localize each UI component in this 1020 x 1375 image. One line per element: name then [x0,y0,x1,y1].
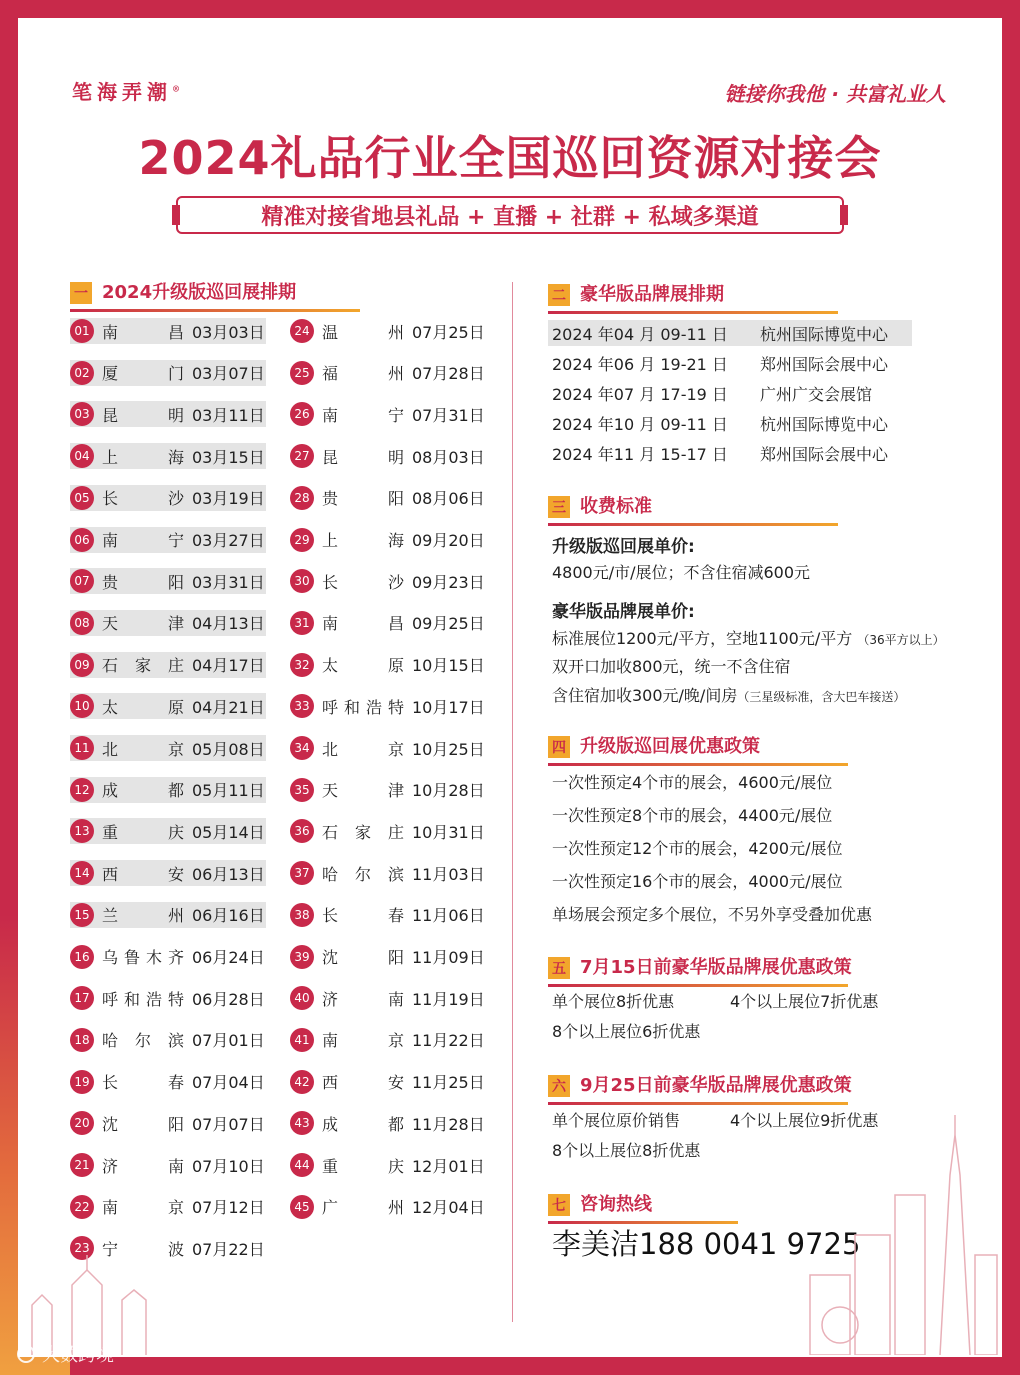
city-name: 温州 [322,322,404,342]
exhibition-date: 10月15日 [412,656,485,676]
exhibition-date: 03月07日 [192,364,265,384]
row-number-badge: 22 [70,1195,94,1219]
row-number-badge: 26 [290,402,314,426]
schedule-row [290,1069,486,1095]
city-name: 天津 [322,781,404,801]
city-name: 天津 [102,614,184,634]
row-number-badge: 09 [70,653,94,677]
schedule-row [70,527,266,553]
row-number-badge: 08 [70,611,94,635]
exhibition-date: 05月08日 [192,739,265,759]
city-name: 西安 [102,864,184,884]
city-name: 济南 [322,989,404,1009]
city-name: 厦门 [102,364,184,384]
discount-line-a: 单个展位原价销售 [552,1111,681,1130]
city-name: 乌鲁木齐 [102,948,184,967]
row-number-badge: 40 [290,986,314,1010]
discount-line-c: 8个以上展位6折优惠 [552,1022,701,1041]
city-name: 沈阳 [322,948,404,967]
section-5-header [548,953,852,982]
exhibition-date: 06月24日 [192,948,265,967]
exhibition-date: 07月04日 [192,1073,265,1093]
brand-schedule-row [548,320,912,346]
row-number-badge: 32 [290,653,314,677]
policy-line: 一次性预定4个市的展会，4600元/展位 [552,773,833,792]
fee-line-2: 标准展位1200元/平方，空地1100元/平方 （36平方以上） [552,629,945,648]
city-name: 成都 [322,1114,404,1134]
exhibition-date: 03月19日 [192,489,265,509]
city-name: 哈尔滨 [322,864,404,884]
city-name: 南京 [102,1198,184,1218]
schedule-row [70,777,266,803]
row-number-badge: 34 [290,736,314,760]
fee-line-4: 含住宿加收300元/晚/间房（三星级标准，含大巴车接送） [552,686,906,705]
row-number-badge: 29 [290,528,314,552]
city-name: 长春 [322,906,404,926]
section-underline [548,523,838,526]
city-name: 北京 [322,739,404,759]
exhibition-date: 08月03日 [412,447,485,467]
city-name: 长沙 [102,489,184,509]
section-title: 2024升级版巡回展排期 [102,282,297,303]
schedule-row [290,860,486,886]
section-number: 五 [548,957,570,979]
schedule-row [70,902,266,928]
city-name: 南京 [322,1031,404,1051]
row-number-badge: 44 [290,1153,314,1177]
row-number-badge: 31 [290,611,314,635]
slogan: 链接你我他 · 共富礼业人 [724,82,946,106]
row-number-badge: 45 [290,1195,314,1219]
city-name: 北京 [102,739,184,759]
city-name: 南昌 [102,322,184,342]
schedule-row [290,1194,486,1220]
row-number-badge: 17 [70,986,94,1010]
exhibition-date: 11月28日 [412,1114,485,1134]
schedule-row [290,568,486,594]
row-number-badge: 33 [290,694,314,718]
city-name: 呼和浩特 [102,989,184,1009]
city-name: 宁波 [102,1239,184,1259]
section-underline [548,984,848,987]
brand-schedule-row [548,410,912,436]
fee-line-1: 4800元/市/展位；不含住宿减600元 [552,563,811,582]
row-number-badge: 03 [70,402,94,426]
fee-heading-1: 升级版巡回展单价: [552,537,695,557]
row-number-badge: 21 [70,1153,94,1177]
city-name: 太原 [102,697,184,717]
section-underline [548,1102,848,1105]
section-title: 7月15日前豪华版品牌展优惠政策 [580,957,852,978]
section-underline [70,309,360,312]
schedule-row [290,985,486,1011]
city-name: 上海 [102,447,184,467]
discount-line-b: 4个以上展位9折优惠 [730,1111,879,1130]
exhibition-date: 03月27日 [192,531,265,550]
row-number-badge: 06 [70,528,94,552]
row-number-badge: 16 [70,945,94,969]
brand-venue: 郑州国际会展中心 [760,354,889,374]
schedule-row [70,401,266,427]
schedule-row [290,360,486,386]
section-underline [548,311,838,314]
exhibition-date: 06月13日 [192,864,265,884]
schedule-row [290,443,486,469]
section-2-header [548,280,724,309]
row-number-badge: 19 [70,1070,94,1094]
discount-line-c: 8个以上展位8折优惠 [552,1141,701,1160]
exhibition-date: 03月11日 [192,405,265,425]
city-name: 贵阳 [102,572,184,592]
exhibition-date: 12月01日 [412,1156,485,1176]
city-name: 昆明 [102,405,184,425]
exhibition-date: 07月12日 [192,1198,265,1218]
section-4-header [548,732,760,761]
row-number-badge: 12 [70,778,94,802]
city-name: 沈阳 [102,1114,184,1134]
row-number-badge: 02 [70,361,94,385]
exhibition-date: 04月17日 [192,656,265,676]
city-name: 长春 [102,1073,184,1093]
brand-venue: 杭州国际博览中心 [760,324,889,344]
exhibition-date: 10月31日 [412,822,485,842]
exhibition-date: 07月10日 [192,1156,265,1176]
row-number-badge: 15 [70,903,94,927]
schedule-row [290,527,486,553]
exhibition-date: 07月22日 [192,1239,265,1259]
city-name: 西安 [322,1073,404,1093]
exhibition-date: 09月25日 [412,614,485,634]
watermark: 大数跨境 [16,1341,114,1367]
exhibition-date: 09月20日 [412,531,485,550]
section-number: 三 [548,496,570,518]
row-number-badge: 05 [70,486,94,510]
schedule-row [290,777,486,803]
exhibition-date: 10月25日 [412,739,485,759]
exhibition-date: 04月21日 [192,697,265,717]
city-name: 重庆 [322,1156,404,1176]
schedule-row [290,318,486,344]
schedule-row [70,360,266,386]
city-name: 石家庄 [322,822,404,842]
row-number-badge: 20 [70,1111,94,1135]
schedule-row [290,818,486,844]
brand-date: 2024 年07 月 17-19 日 [552,384,728,404]
city-name: 重庆 [102,822,184,842]
exhibition-date: 11月09日 [412,948,485,967]
schedule-row [70,318,266,344]
brand-schedule-row [548,380,912,406]
row-number-badge: 10 [70,694,94,718]
city-name: 昆明 [322,447,404,467]
subtitle-banner: 精准对接省地县礼品 + 直播 + 社群 + 私域多渠道 [176,196,844,234]
exhibition-date: 08月06日 [412,489,485,509]
exhibition-date: 07月25日 [412,322,485,342]
schedule-row [70,735,266,761]
city-name: 南宁 [102,531,184,550]
schedule-row [70,485,266,511]
schedule-row [290,902,486,928]
schedule-row [290,401,486,427]
hotline-number: 李美洁188 0041 9725 [552,1227,861,1261]
section-1-header [70,278,296,307]
schedule-row [70,818,266,844]
city-name: 兰州 [102,906,184,926]
schedule-row [70,985,266,1011]
watermark-logo-icon [16,1344,36,1364]
schedule-row [290,735,486,761]
row-number-badge: 38 [290,903,314,927]
schedule-row [290,1110,486,1136]
schedule-row [290,944,486,970]
row-number-badge: 23 [70,1236,94,1260]
section-3-header [548,492,652,521]
city-name: 上海 [322,531,404,550]
schedule-row [70,860,266,886]
section-number: 六 [548,1075,570,1097]
policy-line: 单场展会预定多个展位，不另外享受叠加优惠 [552,905,873,924]
row-number-badge: 36 [290,819,314,843]
brand-date: 2024 年04 月 09-11 日 [552,324,728,344]
schedule-row [290,485,486,511]
exhibition-date: 05月11日 [192,781,265,801]
exhibition-date: 12月04日 [412,1198,485,1218]
row-number-badge: 14 [70,861,94,885]
row-number-badge: 39 [290,945,314,969]
schedule-row [70,1110,266,1136]
city-name: 南宁 [322,405,404,425]
city-name: 贵阳 [322,489,404,509]
section-6-header [548,1071,852,1100]
city-name: 呼和浩特 [322,697,404,717]
exhibition-date: 11月19日 [412,989,485,1009]
schedule-row [290,652,486,678]
exhibition-date: 10月28日 [412,781,485,801]
brand-schedule-row [548,350,912,376]
exhibition-date: 07月01日 [192,1031,265,1051]
exhibition-date: 07月28日 [412,364,485,384]
pagoda-illustration [22,1245,162,1355]
row-number-badge: 07 [70,569,94,593]
city-name: 济南 [102,1156,184,1176]
city-name: 哈尔滨 [102,1031,184,1051]
exhibition-date: 11月03日 [412,864,485,884]
schedule-row [70,1194,266,1220]
exhibition-date: 03月31日 [192,572,265,592]
schedule-row [290,610,486,636]
row-number-badge: 01 [70,319,94,343]
section-number: 二 [548,284,570,306]
brand-date: 2024 年11 月 15-17 日 [552,444,728,464]
exhibition-date: 03月03日 [192,322,265,342]
section-title: 收费标准 [580,496,652,517]
row-number-badge: 25 [290,361,314,385]
policy-line: 一次性预定16个市的展会，4000元/展位 [552,872,843,891]
exhibition-date: 04月13日 [192,614,265,634]
section-title: 豪华版品牌展排期 [580,284,724,305]
exhibition-date: 07月31日 [412,405,485,425]
discount-line-b: 4个以上展位7折优惠 [730,992,879,1011]
section-number: 四 [548,736,570,758]
exhibition-date: 05月14日 [192,822,265,842]
exhibition-date: 11月25日 [412,1073,485,1093]
exhibition-date: 10月17日 [412,697,485,717]
policy-line: 一次性预定8个市的展会，4400元/展位 [552,806,833,825]
brand-date: 2024 年10 月 09-11 日 [552,414,728,434]
schedule-row [70,652,266,678]
section-title: 9月25日前豪华版品牌展优惠政策 [580,1075,852,1096]
brand-venue: 杭州国际博览中心 [760,414,889,434]
schedule-row [70,1069,266,1095]
fee-line-3: 双开口加收800元，统一不含住宿 [552,657,791,676]
city-name: 太原 [322,656,404,676]
row-number-badge: 28 [290,486,314,510]
section-title: 咨询热线 [580,1194,652,1215]
section-number: 七 [548,1194,570,1216]
city-name: 长沙 [322,572,404,592]
section-title: 升级版巡回展优惠政策 [580,736,760,757]
exhibition-date: 11月06日 [412,906,485,926]
section-7-header [548,1190,652,1219]
city-name: 福州 [322,364,404,384]
brand-venue: 广州广交会展馆 [760,384,873,404]
brand-venue: 郑州国际会展中心 [760,444,889,464]
row-number-badge: 41 [290,1028,314,1052]
exhibition-date: 09月23日 [412,572,485,592]
row-number-badge: 43 [290,1111,314,1135]
brand-logo: 笔海弄潮® [72,80,180,104]
city-name: 南昌 [322,614,404,634]
row-number-badge: 37 [290,861,314,885]
page-title: 2024礼品行业全国巡回资源对接会 [138,131,882,185]
schedule-row [70,944,266,970]
exhibition-date: 06月16日 [192,906,265,926]
policy-line: 一次性预定12个市的展会，4200元/展位 [552,839,843,858]
schedule-row [70,443,266,469]
row-number-badge: 04 [70,444,94,468]
row-number-badge: 13 [70,819,94,843]
brand-schedule-row [548,440,912,466]
exhibition-date: 03月15日 [192,447,265,467]
schedule-row [70,610,266,636]
schedule-row [70,1152,266,1178]
exhibition-date: 06月28日 [192,989,265,1009]
discount-line-a: 单个展位8折优惠 [552,992,675,1011]
schedule-row [70,1027,266,1053]
section-number: 一 [70,282,92,304]
section-underline [548,763,848,766]
exhibition-date: 11月22日 [412,1031,485,1051]
row-number-badge: 18 [70,1028,94,1052]
city-name: 广州 [322,1198,404,1218]
fee-heading-2: 豪华版品牌展单价: [552,602,695,622]
row-number-badge: 35 [290,778,314,802]
row-number-badge: 11 [70,736,94,760]
city-name: 石家庄 [102,656,184,676]
city-name: 成都 [102,781,184,801]
exhibition-date: 07月07日 [192,1114,265,1134]
row-number-badge: 42 [290,1070,314,1094]
row-number-badge: 27 [290,444,314,468]
schedule-row [70,693,266,719]
schedule-row [70,568,266,594]
schedule-row [290,693,486,719]
schedule-row [290,1027,486,1053]
row-number-badge: 24 [290,319,314,343]
column-divider [512,282,513,1322]
row-number-badge: 30 [290,569,314,593]
skyline-illustration [800,1115,1000,1355]
schedule-row [290,1152,486,1178]
brand-date: 2024 年06 月 19-21 日 [552,354,728,374]
